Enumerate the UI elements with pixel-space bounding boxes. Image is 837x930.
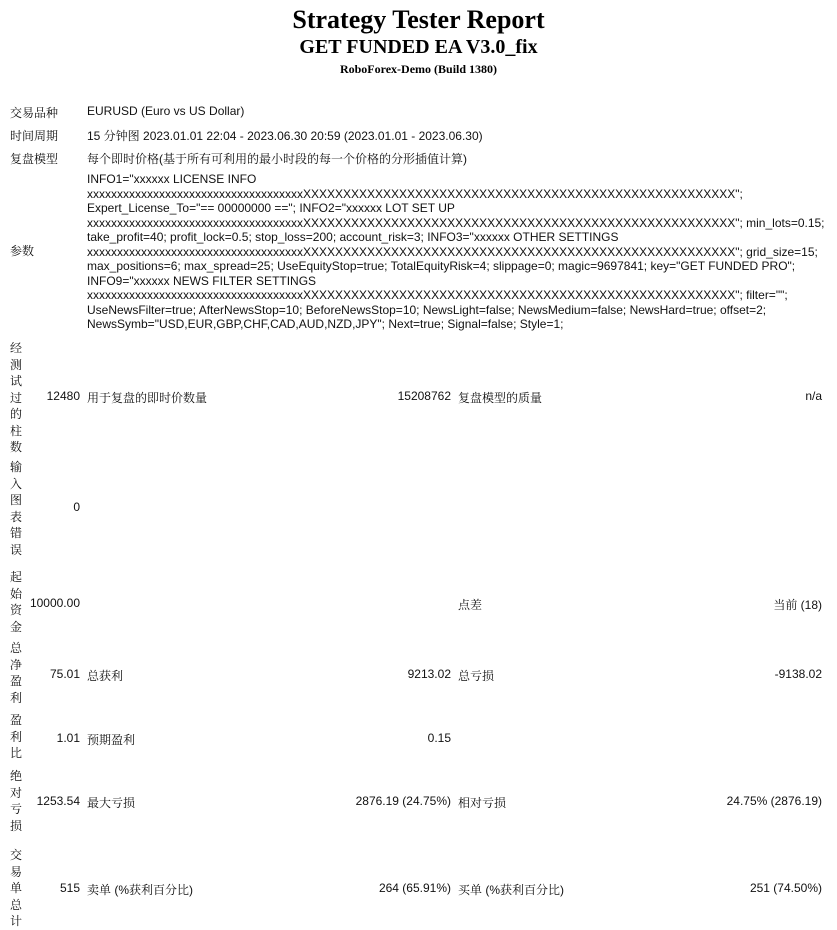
payoff-value: 0.15 xyxy=(427,731,451,745)
params-value: INFO1="xxxxxx LICENSE INFO xxxxxxxxxxxxxxxxxxxxxxxxxxxxxxxxxxxxXXXXXXXXXXXXXXXXXXXXXXXXXXXXXXXXXXXXXXXXXXXXXXXXXXXXXX"; Expert_License_To="== 00000000 =="; INFO2="xxxxxx LOT SET UP xxxxxxxxxxxxxxxxxxxxxxxxxxxxxxxxxxxxXXXXXXXXXXXXXXXXXXXXXXXXXXXXXXXXXXXXXXXXXXXXXXXXXXXXXX"; min_lots=0.15; take_profit=40; profit_lock=0.5; stop_loss=200; account_risk=3; INFO3="xxxxxx OTHER SETTINGS xxxxxxxxxxxxxxxxxxxxxxxxxxxxxxxxxxxxXXXXXXXXXXXXXXXXXXXXXXXXXXXXXXXXXXXXXXXXXXXXXXXXXXXXXX"; grid_size=15; max_positions=6; max_spread=25; UseEquityStop=true; TotalEquityRisk=4; slippage=0; magic=9697841; key="GET FUNDED PRO"; INFO9="xxxxxx NEWS FILTER SETTINGS xxxxxxxxxxxxxxxxxxxxxxxxxxxxxxxxxxxxXXXXXXXXXXXXXXXXXXXXXXXXXXXXXXXXXXXXXXXXXXXXXXXXXXXXXX"; filter=""; UseNewsFilter=true; AfterNewsStop=10; BeforeNewsStop=10; NewsLight=false; NewsMedium=false; NewsHard=true; offset=2; NewsSymb="USD,EUR,GBP,CHF,CAD,AUD,NZD,JPY"; Next=true; Signal=false; Style=1; xyxy=(87,172,825,331)
symbol-value: EURUSD (Euro vs US Dollar) xyxy=(87,104,245,118)
quality-value: n/a xyxy=(805,389,822,403)
grossprofit-value: 9213.02 xyxy=(407,667,451,681)
trades-label: 交易单总计 xyxy=(10,848,23,928)
short-label: 卖单 (%获利百分比) xyxy=(87,883,193,897)
pf-value: 1.01 xyxy=(56,731,80,745)
deposit-label: 起始资金 xyxy=(10,570,23,634)
absdd-value: 1253.54 xyxy=(36,794,80,808)
period-value: 15 分钟图 2023.01.01 22:04 - 2023.06.30 20:59 (2023.01.01 - 2023.06.30) xyxy=(87,129,483,143)
netprofit-value: 75.01 xyxy=(49,667,80,681)
spread-label: 点差 xyxy=(458,598,483,612)
long-value: 251 (74.50%) xyxy=(749,881,822,895)
trades-value: 515 xyxy=(59,881,80,895)
symbol-label: 交易品种 xyxy=(10,106,59,120)
payoff-label: 预期盈利 xyxy=(87,733,136,747)
ea-name: GET FUNDED EA V3.0_fix xyxy=(299,36,538,58)
netprofit-label: 总净盈利 xyxy=(10,641,23,705)
maxdd-value: 2876.19 (24.75%) xyxy=(355,794,451,808)
grossloss-value: -9138.02 xyxy=(774,667,822,681)
short-value: 264 (65.91%) xyxy=(378,881,451,895)
bars-label: 经测试过的柱数 xyxy=(10,341,23,454)
bars-value: 12480 xyxy=(46,389,80,403)
ticks-value: 15208762 xyxy=(397,389,451,403)
reldd-label: 相对亏损 xyxy=(458,796,507,810)
spread-value: 当前 (18) xyxy=(773,598,822,612)
report-title: Strategy Tester Report xyxy=(292,5,545,34)
params-label: 参数 xyxy=(10,244,35,258)
model-value: 每个即时价格(基于所有可利用的最小时段的每一个价格的分形插值计算) xyxy=(87,152,467,166)
grossprofit-label: 总获利 xyxy=(87,669,124,683)
reldd-value: 24.75% (2876.19) xyxy=(726,794,822,808)
deposit-value: 10000.00 xyxy=(29,596,80,610)
absdd-label: 绝对亏损 xyxy=(10,769,23,833)
quality-label: 复盘模型的质量 xyxy=(458,391,543,405)
maxdd-label: 最大亏损 xyxy=(87,796,136,810)
period-label: 时间周期 xyxy=(10,129,59,143)
errors-value: 0 xyxy=(73,500,80,514)
errors-label: 输入图表错误 xyxy=(10,460,23,557)
ticks-label: 用于复盘的即时价数量 xyxy=(87,391,208,405)
long-label: 买单 (%获利百分比) xyxy=(458,883,564,897)
pf-label: 盈利比 xyxy=(10,713,23,760)
grossloss-label: 总亏损 xyxy=(458,669,495,683)
server-name: RoboForex-Demo (Build 1380) xyxy=(339,62,498,76)
model-label: 复盘模型 xyxy=(10,152,59,166)
